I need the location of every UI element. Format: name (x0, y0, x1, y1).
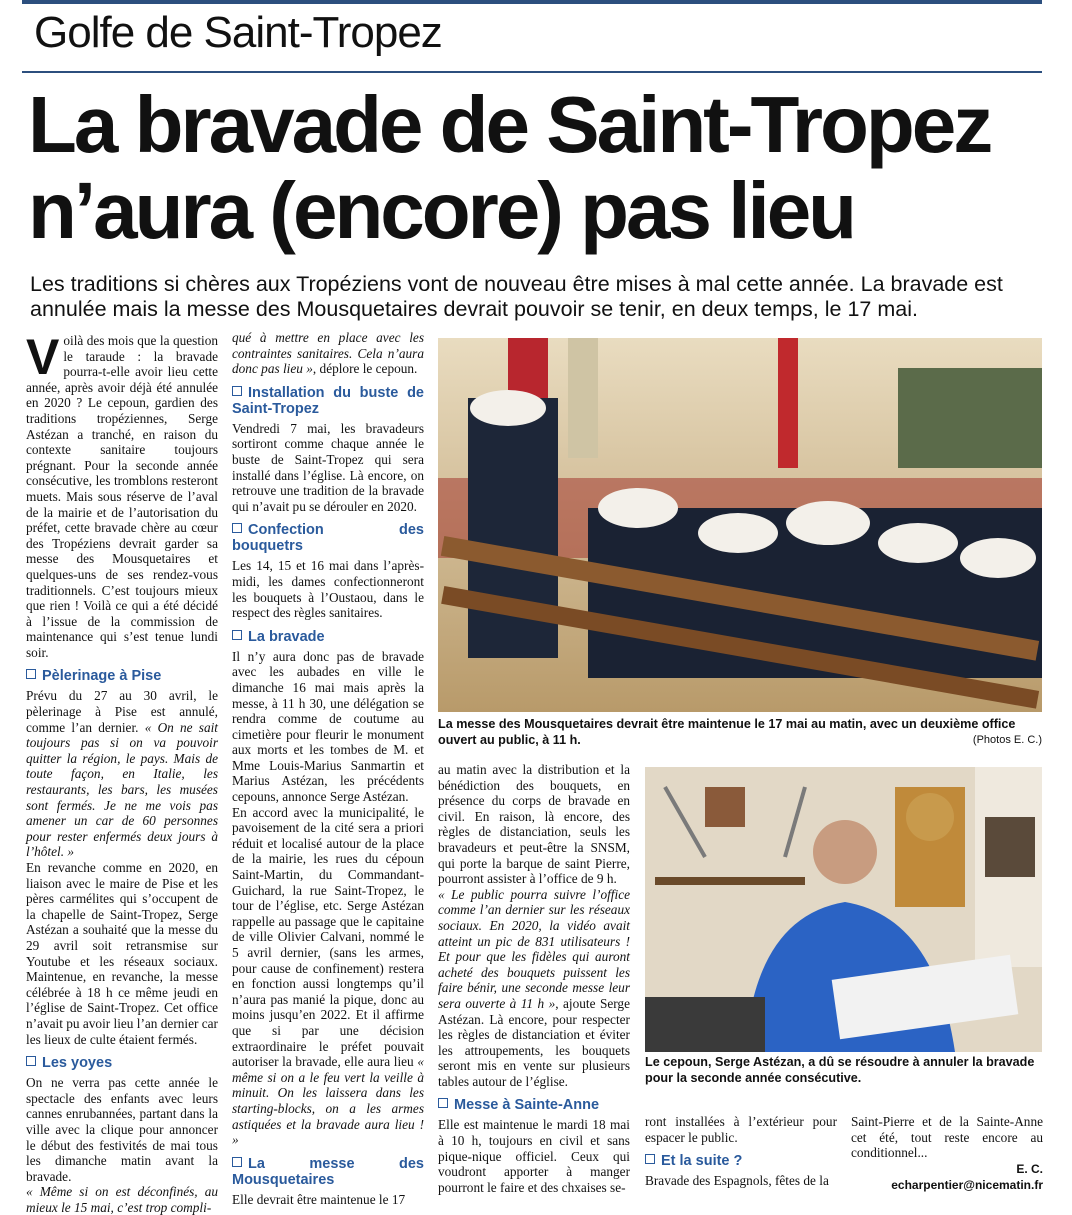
subhead-suite: Et la suite ? (645, 1153, 837, 1169)
checkbox-bullet-icon (26, 669, 36, 679)
author-email[interactable]: echarpentier@nicematin.fr (891, 1177, 1043, 1192)
photo-cepoun (645, 767, 1042, 1052)
checkbox-bullet-icon (645, 1154, 655, 1164)
intro-paragraph: Voilà des mois que la question le taraude : la bravade pourra-t-elle avoir lieu cette année, après avoir déjà été annulée en 2020 ? Le cepoun, gardien des traditions tropéziennes, Serge Astézan a tranché, en raison du contexte sanitaire toujours prégnant. Pour la seconde année consécutive, les tromblons resteront muets. Mais sous réserve de l’aval de la mairie et de l’autorisation du préfet, cette bravade chère au cœur des Tropéziens devrait garder sa messe des Mousquetaires et quelques-uns de ses rendez-vous traditionnels. C’est toujours mieux que rien ! Voilà ce qui a été décidé à l’issue de la commission de maintenance qui s’est tenue lundi soir. (26, 329, 218, 660)
headline-line-1: La bravade de Saint-Tropez (28, 80, 991, 169)
paragraph: ront installées à l’extérieur pour espacer le public. (645, 1114, 837, 1145)
subhead-yoyes: Les yoyes (26, 1055, 218, 1071)
photo-mass-mousquetaires (438, 338, 1042, 712)
column-5 (851, 1114, 1043, 1193)
subhead-bouquets: Confection des bouquetrs (232, 522, 424, 555)
photo-caption: Le cepoun, Serge Astézan, a dû se résoudre à annuler la bravade pour la seconde année consécutive. (645, 1055, 1035, 1085)
paragraph: « Le public pourra suivre l’office comme l’an dernier sur les réseaux sociaux. En 2020, la vidéo avait atteint un pic de 831 utilisateurs ! Et pour que les fidèles qui auront acheté des bouquets puissent les faire bénir, une seconde messe leur sera ouverte à 11 h », ajoute Serge Astézan. Là encore, pour respecter les règles de distanciation et éviter les attroupements, les bouquets seront mis en vente sur plusieurs tables autour de l’église. (438, 886, 630, 1089)
photo-caption: La messe des Mousquetaires devrait être maintenue le 17 mai au matin, avec un deuxième office ouvert au public, à 11 h. (438, 717, 1016, 747)
checkbox-bullet-icon (26, 1056, 36, 1066)
checkbox-bullet-icon (438, 1098, 448, 1108)
chapo: Les traditions si chères aux Tropéziens vont de nouveau être mises à mal cette année. La bravade est annulée mais la messe des Mousquetaires devrait pouvoir se tenir, en deux temps, le 17 mai. (30, 272, 1003, 321)
paragraph: au matin avec la distribution et la bénédiction des bouquets, en présence du corps de bravade en civil. En raison, là encore, des règles de distanciation, seuls les bravadeurs et peut-être la SNSM, qui porte la barque de saint Pierre, pourront assister à l’office de 9 h. (438, 762, 630, 887)
paragraph: qué à mettre en place avec les contraintes sanitaires. Cela n’aura donc pas lieu », déplore le cepoun. (232, 330, 424, 377)
subhead-messe-mousquetaires: La messe des Mousquetaires (232, 1155, 424, 1188)
paragraph: On ne verra pas cette année le spectacle des enfants avec leurs cannes enrubannées, partant dans la ville avec la clique pour annoncer le début des festivités de mai tous les dimanche matin avant la bravade. (26, 1075, 218, 1184)
paragraph: Vendredi 7 mai, les bravadeurs sortiront comme chaque année le buste de Saint-Tropez qui sera installé dans l’église. Là encore, on retrouve une tradition de la bravade qui n’avait pu se dérouler en 2020. (232, 420, 424, 514)
paragraph: Prévu du 27 au 30 avril, le pèlerinage à Pise est annulé, comme l’an dernier. « On ne sait toujours pas si on va pouvoir quitter la région, le pays. Mais de toute façon, en Italie, les restaurants, les bars, les musées sont fermés. Je ne me vois pas amener un car de 60 personnes pour rester enfermés deux jours à l’hôtel. » (26, 688, 219, 860)
checkbox-bullet-icon (232, 386, 242, 396)
drop-cap: V (26, 329, 60, 385)
headline (28, 82, 1048, 254)
paragraph: Saint-Pierre et de la Sainte-Anne cet été, tout reste encore au conditionnel... (851, 1114, 1043, 1161)
column-4 (645, 1114, 837, 1189)
top-rule (22, 0, 1042, 4)
subhead-bravade: La bravade (232, 629, 424, 645)
paragraph: En accord avec la municipalité, le pavoisement de la cité sera a priori réduit et localisé autour de la place de la mairie, les rues du cépoun Saint-Martin, du Commandant-Guichard, la rue Saint-Tropez, le tour de l’église, etc. Serge Astézan rappelle au passage que le capitaine de ville Olivier Calvani, nommé le 5 avril dernier, (sans les armes, pour cause de confinement) restera en fonction aussi longtemps qu’il n’aura pas manié la pique, donc au moins jusqu’en 2022. Et il affirme que si par une décision extraordinaire le préfet pouvait autoriser la bravade, elle aura lieu « même si on a le feu vert la veille à minuit. On les laissera dans les starting-blocks, on a les armes astiquées et la bravade aura lieu ! » (232, 804, 424, 1148)
subhead-buste: Installation du buste de Saint-Tropez (232, 384, 424, 417)
paragraph: Il n’y aura donc pas de bravade avec les aubades en ville le dimanche 16 mai mais après la messe, à 11 h 30, une délégation se rendra comme de coutume au cimetière pour fleurir le monument aux morts et les tombes de M. et Mme Louis-Marius Sanmartin et Marius Astézan, les précédents cepouns, annonce Serge Astézan. (232, 648, 424, 805)
subhead-sainte-anne: Messe à Sainte-Anne (438, 1097, 630, 1113)
checkbox-bullet-icon (232, 1157, 242, 1167)
author-initials: E. C. (1016, 1161, 1043, 1176)
section-title: Golfe de Saint-Tropez (34, 8, 442, 57)
paragraph: « Même si on est déconfinés, au mieux le 15 mai, c’est trop compli- (26, 1184, 218, 1215)
headline-line-2: n’aura (encore) pas lieu (28, 166, 855, 255)
paragraph: En revanche comme en 2020, en liaison avec le maire de Pise et les pères carmélites qui s’occupent de la chapelle de Saint-Tropez, Serge Astézan a souhaité que la messe du 29 avril soit retransmise sur Youtube et les réseaux sociaux. Maintenue, en revanche, la messe célébrée à 18 h ce même jeudi en l’église de Saint-Tropez. Cet office n’avait pu avoir lieu l’an dernier car les lieux de culte étaient fermés. (26, 860, 218, 1047)
checkbox-bullet-icon (232, 630, 242, 640)
paragraph: Elle devrait être maintenue le 17 (232, 1191, 406, 1207)
section-rule (22, 71, 1042, 73)
column-1 (26, 329, 219, 1215)
column-2 (232, 330, 424, 1207)
photo-illustration (438, 338, 1042, 712)
subhead-pise: Pèlerinage à Pise (26, 668, 218, 684)
column-3 (438, 762, 630, 1195)
paragraph: Elle est maintenue le mardi 18 mai à 10 h, toujours en civil et sans pique-nique officiel. Ceux qui voudront apporter à manger pourront le faire et des chxaises se- (438, 1117, 630, 1195)
photo-illustration (645, 767, 1042, 1052)
paragraph: Bravade des Espagnols, fêtes de la (645, 1173, 829, 1189)
checkbox-bullet-icon (232, 523, 242, 533)
photo-credit: (Photos E. C.) (972, 734, 1042, 746)
paragraph: Les 14, 15 et 16 mai dans l’après-midi, les dames confectionneront les bouquets à l’Oustaou, dans le respect des règles sanitaires. (232, 558, 424, 621)
